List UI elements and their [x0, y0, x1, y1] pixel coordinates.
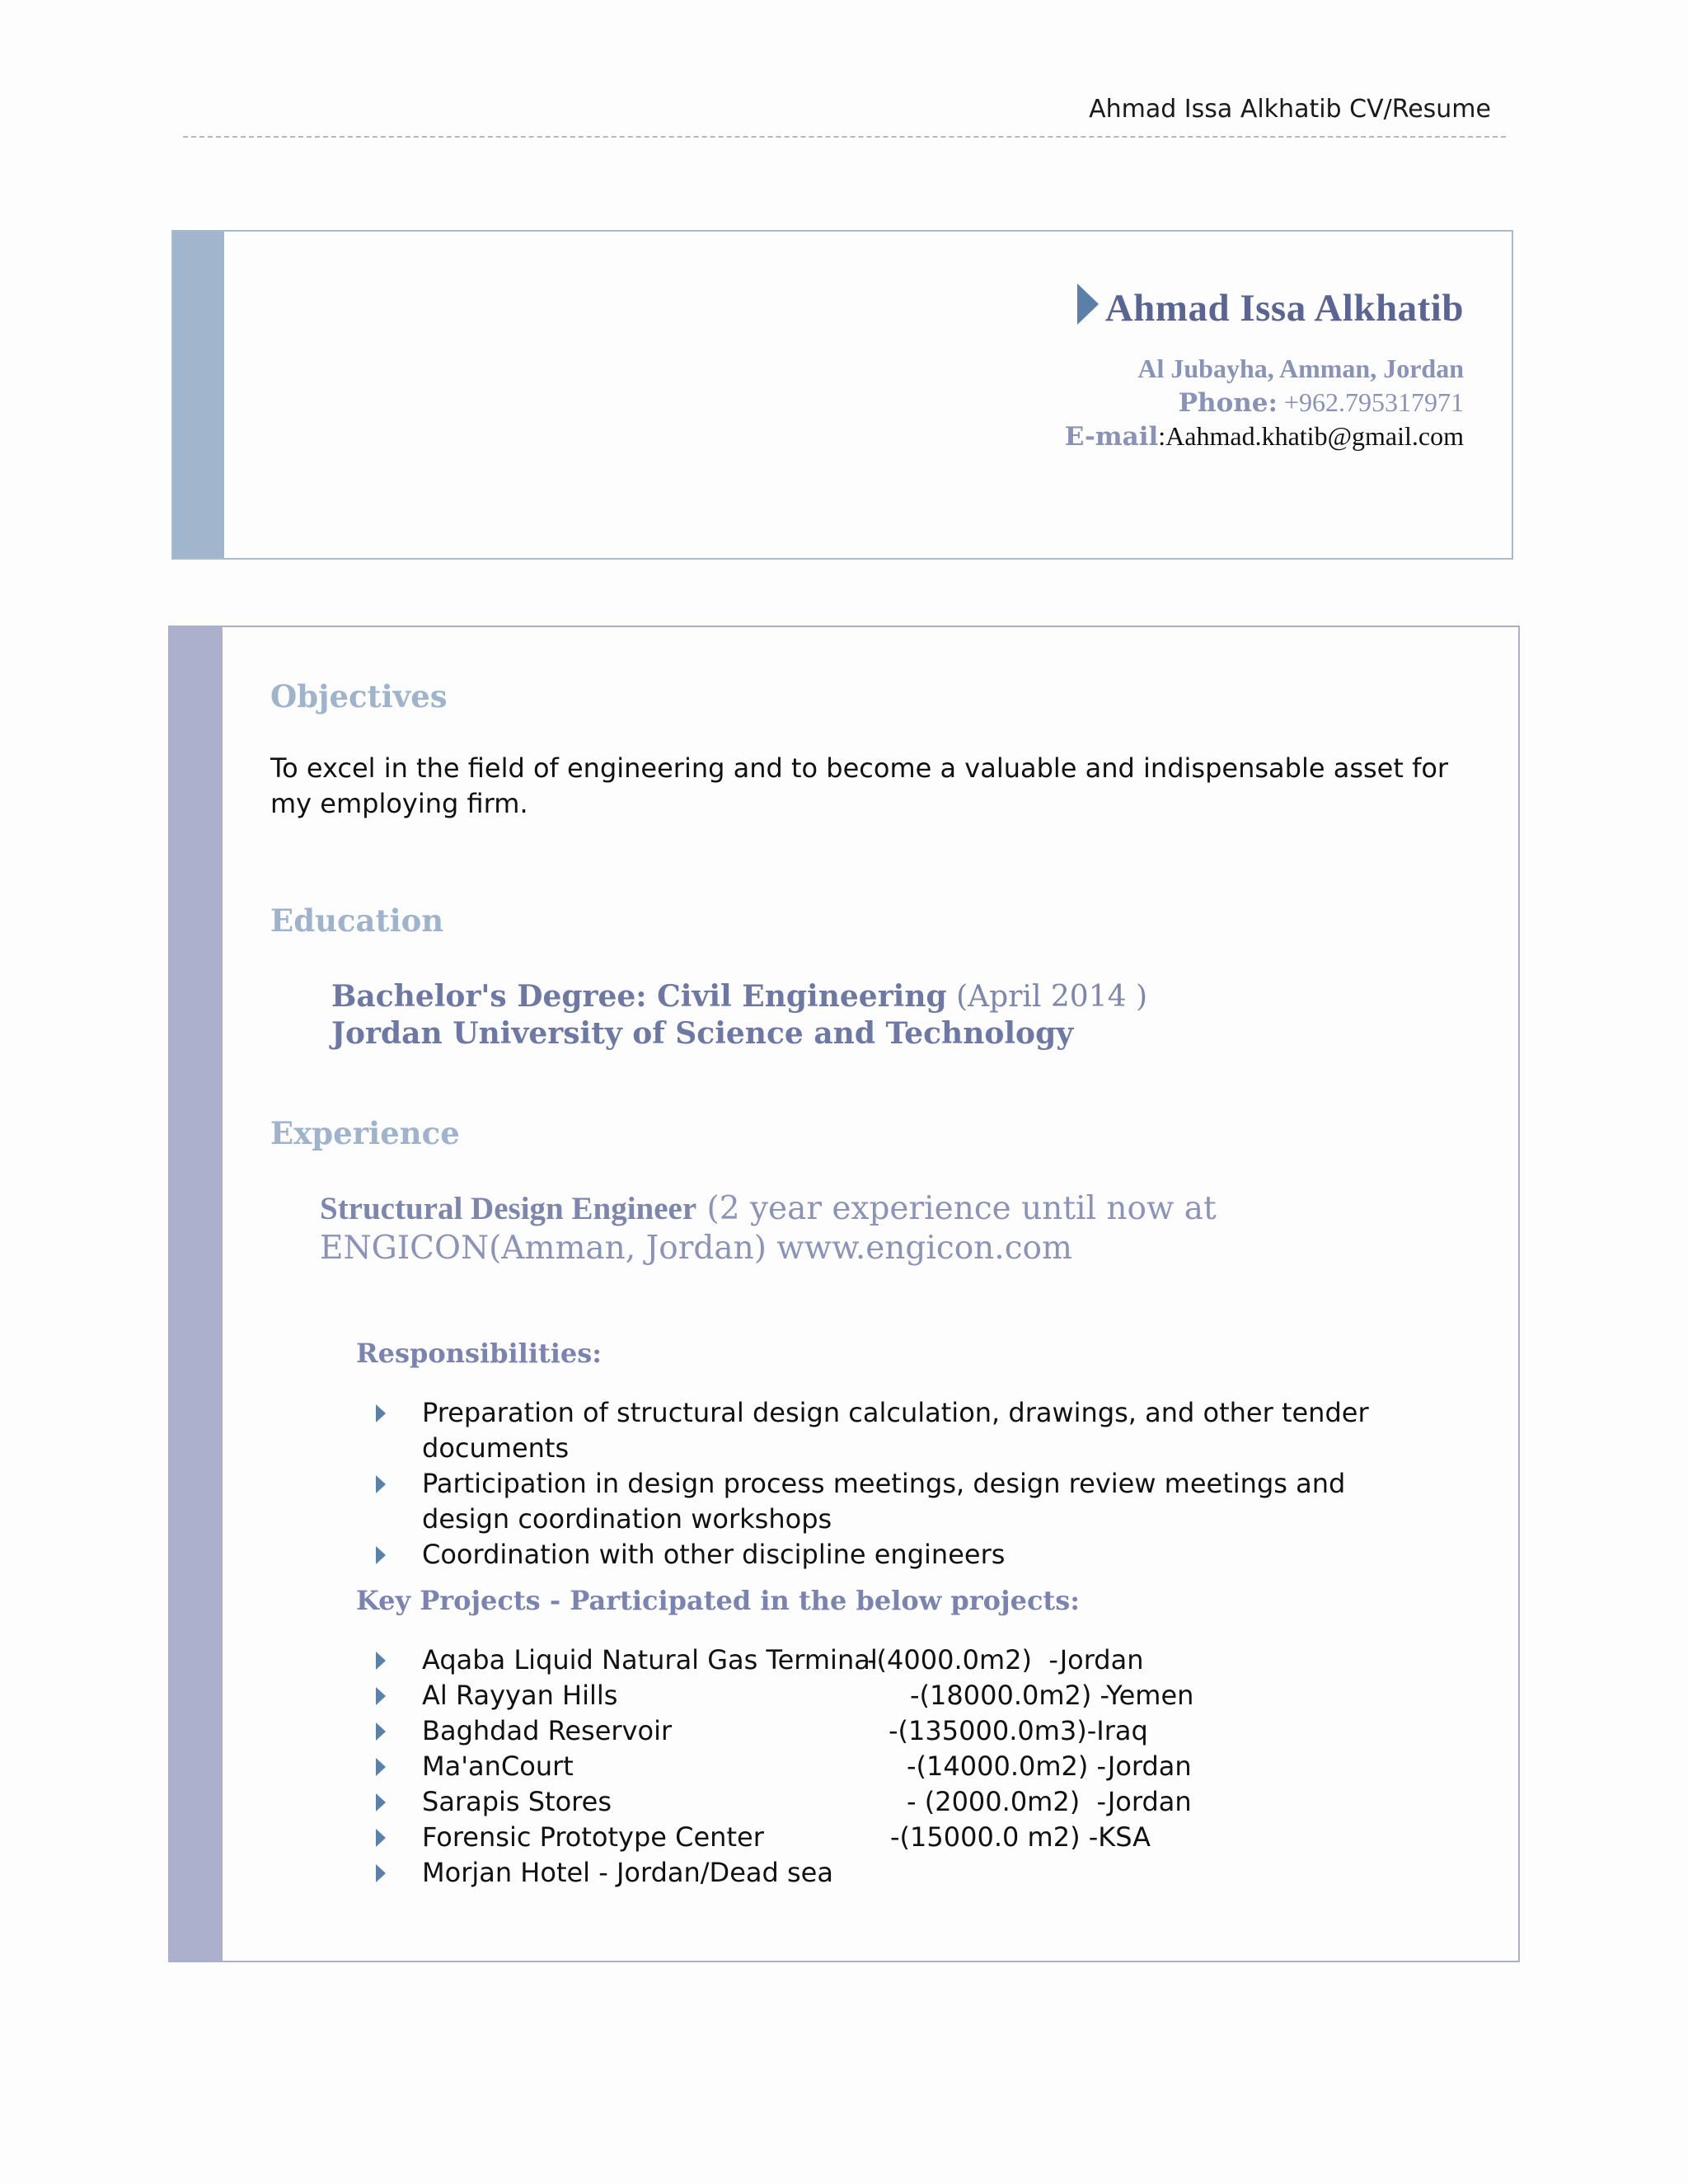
email-label: E-mail — [1064, 422, 1159, 452]
responsibility-text: Participation in design process meetings, design review meetings and design coordination workshops — [422, 1468, 1346, 1535]
main-accent-bar — [170, 627, 223, 1961]
phone-value: +962.795317971 — [1277, 387, 1464, 417]
objectives-text: To excel in the field of engineering and to become a valuable and indispensable asset for my employing firm. — [270, 752, 1449, 819]
name-row — [1065, 286, 1464, 330]
phone-line — [1065, 387, 1464, 418]
bullet-arrow-icon — [376, 1687, 386, 1705]
list-item — [368, 1466, 1489, 1537]
list-item — [368, 1537, 1489, 1572]
objectives-title: Objectives — [270, 678, 448, 715]
contact-accent-bar — [173, 232, 224, 558]
project-name: Ma'anCourt — [422, 1750, 574, 1782]
education-details — [331, 978, 1147, 1052]
bullet-arrow-icon — [376, 1793, 386, 1811]
bullet-arrow-icon — [376, 1722, 386, 1741]
bullet-arrow-icon — [376, 1829, 386, 1847]
email-line — [1065, 421, 1464, 452]
project-name: Aqaba Liquid Natural Gas Terminal — [422, 1644, 878, 1675]
responsibilities-list — [368, 1395, 1489, 1572]
list-item — [368, 1855, 1357, 1891]
email-value[interactable]: :Aahmad.khatib@gmail.com — [1158, 421, 1464, 451]
page-header-title: Ahmad Issa Alkhatib CV/Resume — [1089, 95, 1491, 124]
bullet-arrow-icon — [376, 1652, 386, 1670]
responsibility-text: Preparation of structural design calculation, drawings, and other tender documents — [422, 1397, 1369, 1464]
list-item — [368, 1678, 1357, 1713]
project-detail: - (2000.0m2) -Jordan — [907, 1786, 1192, 1817]
list-item — [368, 1820, 1357, 1855]
experience-title: Experience — [270, 1115, 460, 1151]
list-item — [368, 1784, 1357, 1820]
list-item — [368, 1643, 1357, 1678]
project-name: Al Rayyan Hills — [422, 1680, 618, 1711]
list-item — [368, 1713, 1357, 1749]
key-projects-title: Key Projects - Participated in the below projects: — [356, 1585, 1081, 1616]
main-content-box — [168, 626, 1520, 1962]
responsibilities-title: Responsibilities: — [356, 1338, 603, 1369]
contact-box — [171, 230, 1513, 560]
degree: Bachelor's Degree: Civil Engineering — [331, 979, 947, 1014]
experience-summary — [320, 1189, 1309, 1268]
project-detail: -(4000.0m2) -Jordan — [867, 1644, 1144, 1675]
project-name: Sarapis Stores — [422, 1786, 612, 1817]
project-detail: -(15000.0 m2) -KSA — [890, 1821, 1151, 1853]
triangle-arrow-icon — [1077, 284, 1099, 325]
page-header — [183, 95, 1506, 138]
bullet-arrow-icon — [376, 1475, 386, 1493]
project-name: Forensic Prototype Center — [422, 1821, 764, 1853]
bullet-arrow-icon — [376, 1404, 386, 1422]
phone-label: Phone: — [1178, 388, 1278, 418]
list-item — [368, 1749, 1357, 1784]
job-role: Structural Design Engineer — [320, 1191, 697, 1226]
degree-date: (April 2014 ) — [946, 980, 1148, 1014]
list-item — [368, 1395, 1489, 1466]
bullet-arrow-icon — [376, 1546, 386, 1564]
project-detail: -(14000.0m2) -Jordan — [907, 1750, 1192, 1782]
responsibility-text: Coordination with other discipline engineers — [422, 1539, 1006, 1570]
bullet-arrow-icon — [376, 1758, 386, 1776]
job-details: (2 year experience until now at ENGICON(Amman, Jordan) www.engicon.com — [320, 1190, 1217, 1267]
candidate-name: Ahmad Issa Alkhatib — [1104, 287, 1464, 330]
project-name: Morjan Hotel - Jordan/Dead sea — [422, 1857, 833, 1888]
education-title: Education — [270, 902, 444, 939]
projects-list — [368, 1643, 1357, 1891]
contact-info — [1065, 286, 1464, 452]
project-name: Baghdad Reservoir — [422, 1715, 673, 1746]
address: Al Jubayha, Amman, Jordan — [1137, 354, 1464, 383]
university: Jordan University of Science and Technology — [331, 1016, 1074, 1051]
bullet-arrow-icon — [376, 1864, 386, 1882]
project-detail: -(18000.0m2) -Yemen — [910, 1680, 1194, 1711]
project-detail: -(135000.0m3)-Iraq — [889, 1715, 1148, 1746]
